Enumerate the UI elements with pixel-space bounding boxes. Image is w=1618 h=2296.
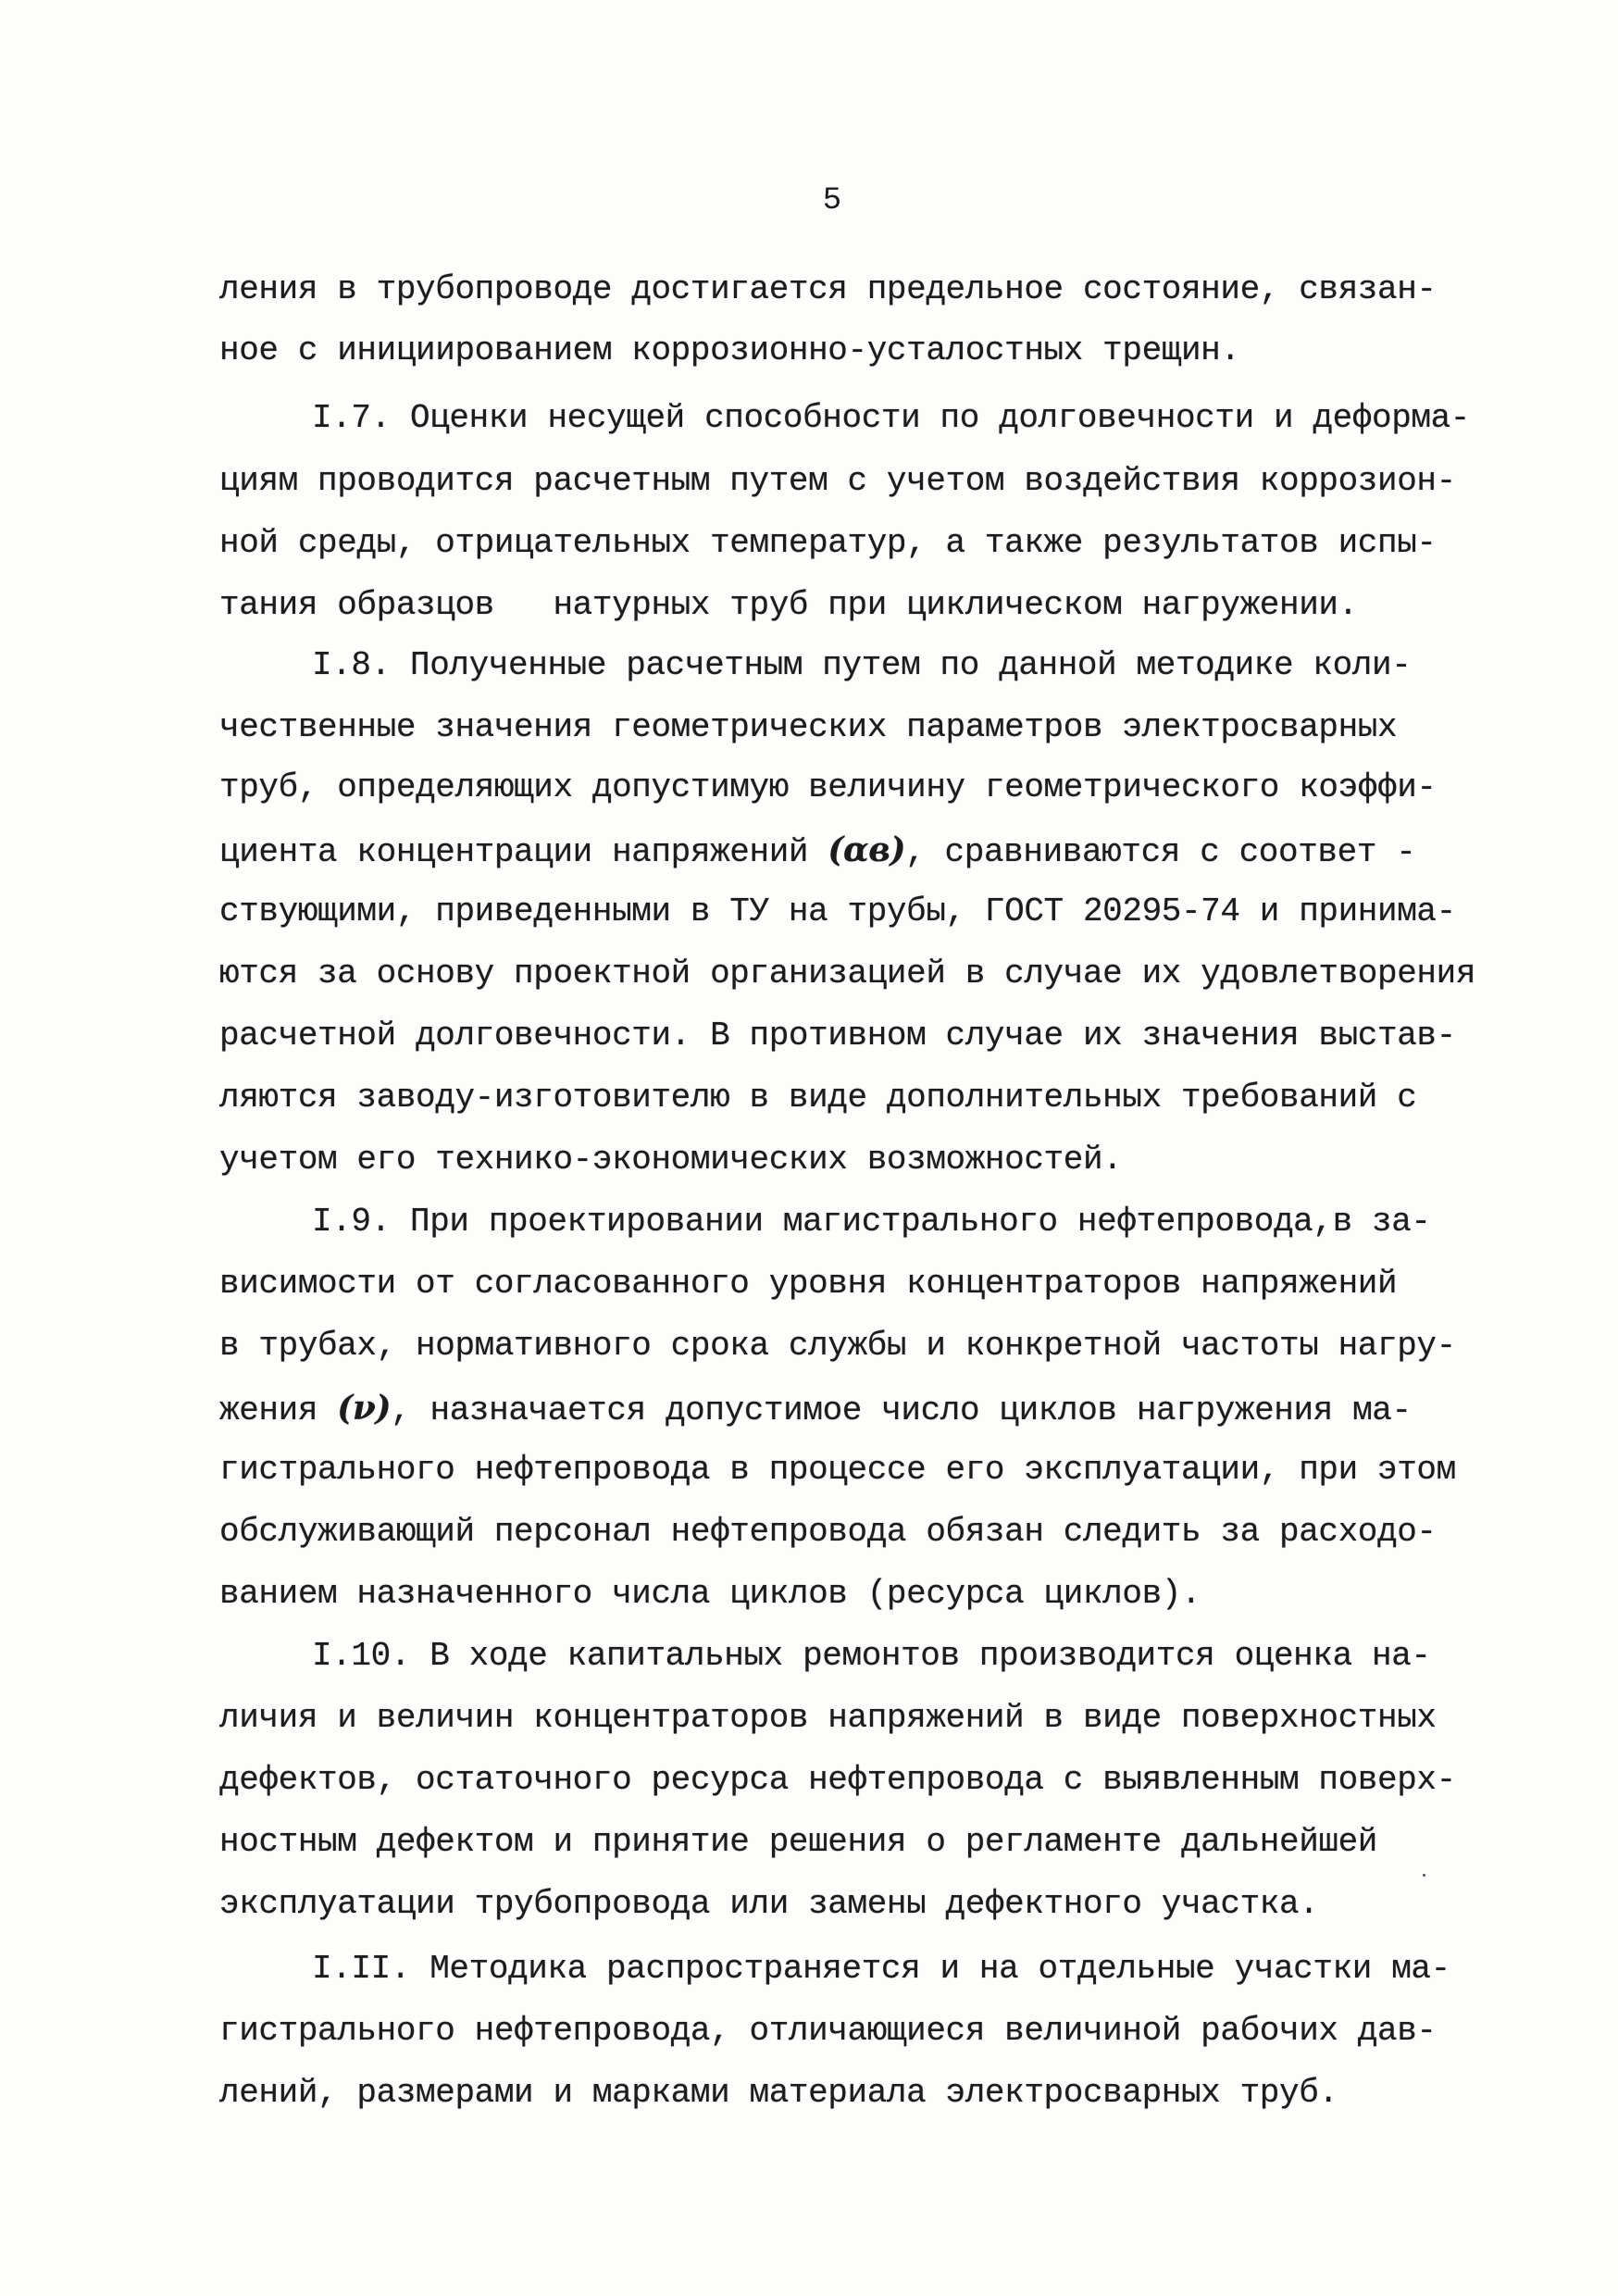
text-line: гистрального нефтепровода, отличающиеся величиной рабочих дав- xyxy=(219,2012,1437,2050)
text-fragment: циента концентрации напряжений xyxy=(219,833,809,871)
text-line: ления в трубопроводе достигается предельное состояние, связан- xyxy=(219,270,1437,308)
page-number: 5 xyxy=(822,183,844,218)
stress-concentration-coefficient-formula: (αв) xyxy=(828,830,906,869)
text-line: расчетной долговечности. В противном случае их значения выстав- xyxy=(219,1017,1456,1054)
text-line: личия и величин концентраторов напряжений в виде поверхностных xyxy=(219,1699,1437,1737)
text-line: ное с инициированием коррозионно-усталостных трещин. xyxy=(219,331,1240,369)
scan-speck xyxy=(1423,1874,1425,1877)
loading-frequency-formula: (ν) xyxy=(337,1389,392,1428)
text-line xyxy=(219,1388,1412,1431)
text-line: ностным дефектом и принятие решения о регламенте дальнейшей xyxy=(219,1823,1378,1861)
text-line: лений, размерами и марками материала электросварных труб. xyxy=(219,2074,1338,2112)
text-line: ляются заводу-изготовителю в виде дополнительных требований с xyxy=(219,1079,1417,1117)
paragraph-1-7-start: I.7. Оценки несущей способности по долговечности и деформа- xyxy=(312,399,1471,437)
text-line: тания образцов натурных труб при циклическом нагружении. xyxy=(219,586,1358,624)
paragraph-1-10-start: I.10. В ходе капитальных ремонтов производится оценка на- xyxy=(312,1637,1431,1675)
text-line: гистрального нефтепровода в процессе его эксплуатации, при этом xyxy=(219,1451,1456,1489)
text-line: ной среды, отрицательных температур, а также результатов испы- xyxy=(219,524,1437,562)
text-line: циям проводится расчетным путем с учетом воздействия коррозион- xyxy=(219,462,1456,500)
text-line: дефектов, остаточного ресурса нефтепровода с выявленным поверх- xyxy=(219,1761,1456,1799)
text-line: чественные значения геометрических параметров электросварных xyxy=(219,708,1398,746)
text-fragment: , сравниваются с соответ - xyxy=(905,833,1416,871)
text-fragment: , назначается допустимое число циклов нагружения ма- xyxy=(391,1391,1412,1429)
text-line: труб, определяющих допустимую величину геометрического коэффи- xyxy=(219,768,1437,806)
paragraph-1-8-start: I.8. Полученные расчетным путем по данной методике коли- xyxy=(312,646,1412,684)
text-fragment: жения xyxy=(219,1391,318,1429)
text-line: эксплуатации трубопровода или замены дефектного участка. xyxy=(219,1885,1319,1923)
text-line: учетом его технико-экономических возможностей. xyxy=(219,1141,1123,1179)
text-line: ванием назначенного числа циклов (ресурса циклов). xyxy=(219,1575,1201,1613)
text-line: в трубах, нормативного срока службы и конкретной частоты нагру- xyxy=(219,1327,1456,1365)
text-line: ются за основу проектной организацией в случае их удовлетворения xyxy=(219,955,1476,992)
text-line: висимости от согласованного уровня концентраторов напряжений xyxy=(219,1265,1398,1303)
paragraph-1-11-start: I.II. Методика распространяется и на отдельные участки ма- xyxy=(312,1950,1450,1988)
text-line: обслуживающий персонал нефтепровода обязан следить за расходо- xyxy=(219,1513,1437,1551)
paragraph-1-9-start: I.9. При проектировании магистрального нефтепровода,в за- xyxy=(312,1203,1431,1241)
text-line: ствующими, приведенными в ТУ на трубы, ГОСТ 20295-74 и принима- xyxy=(219,892,1456,930)
text-line xyxy=(219,830,1415,873)
